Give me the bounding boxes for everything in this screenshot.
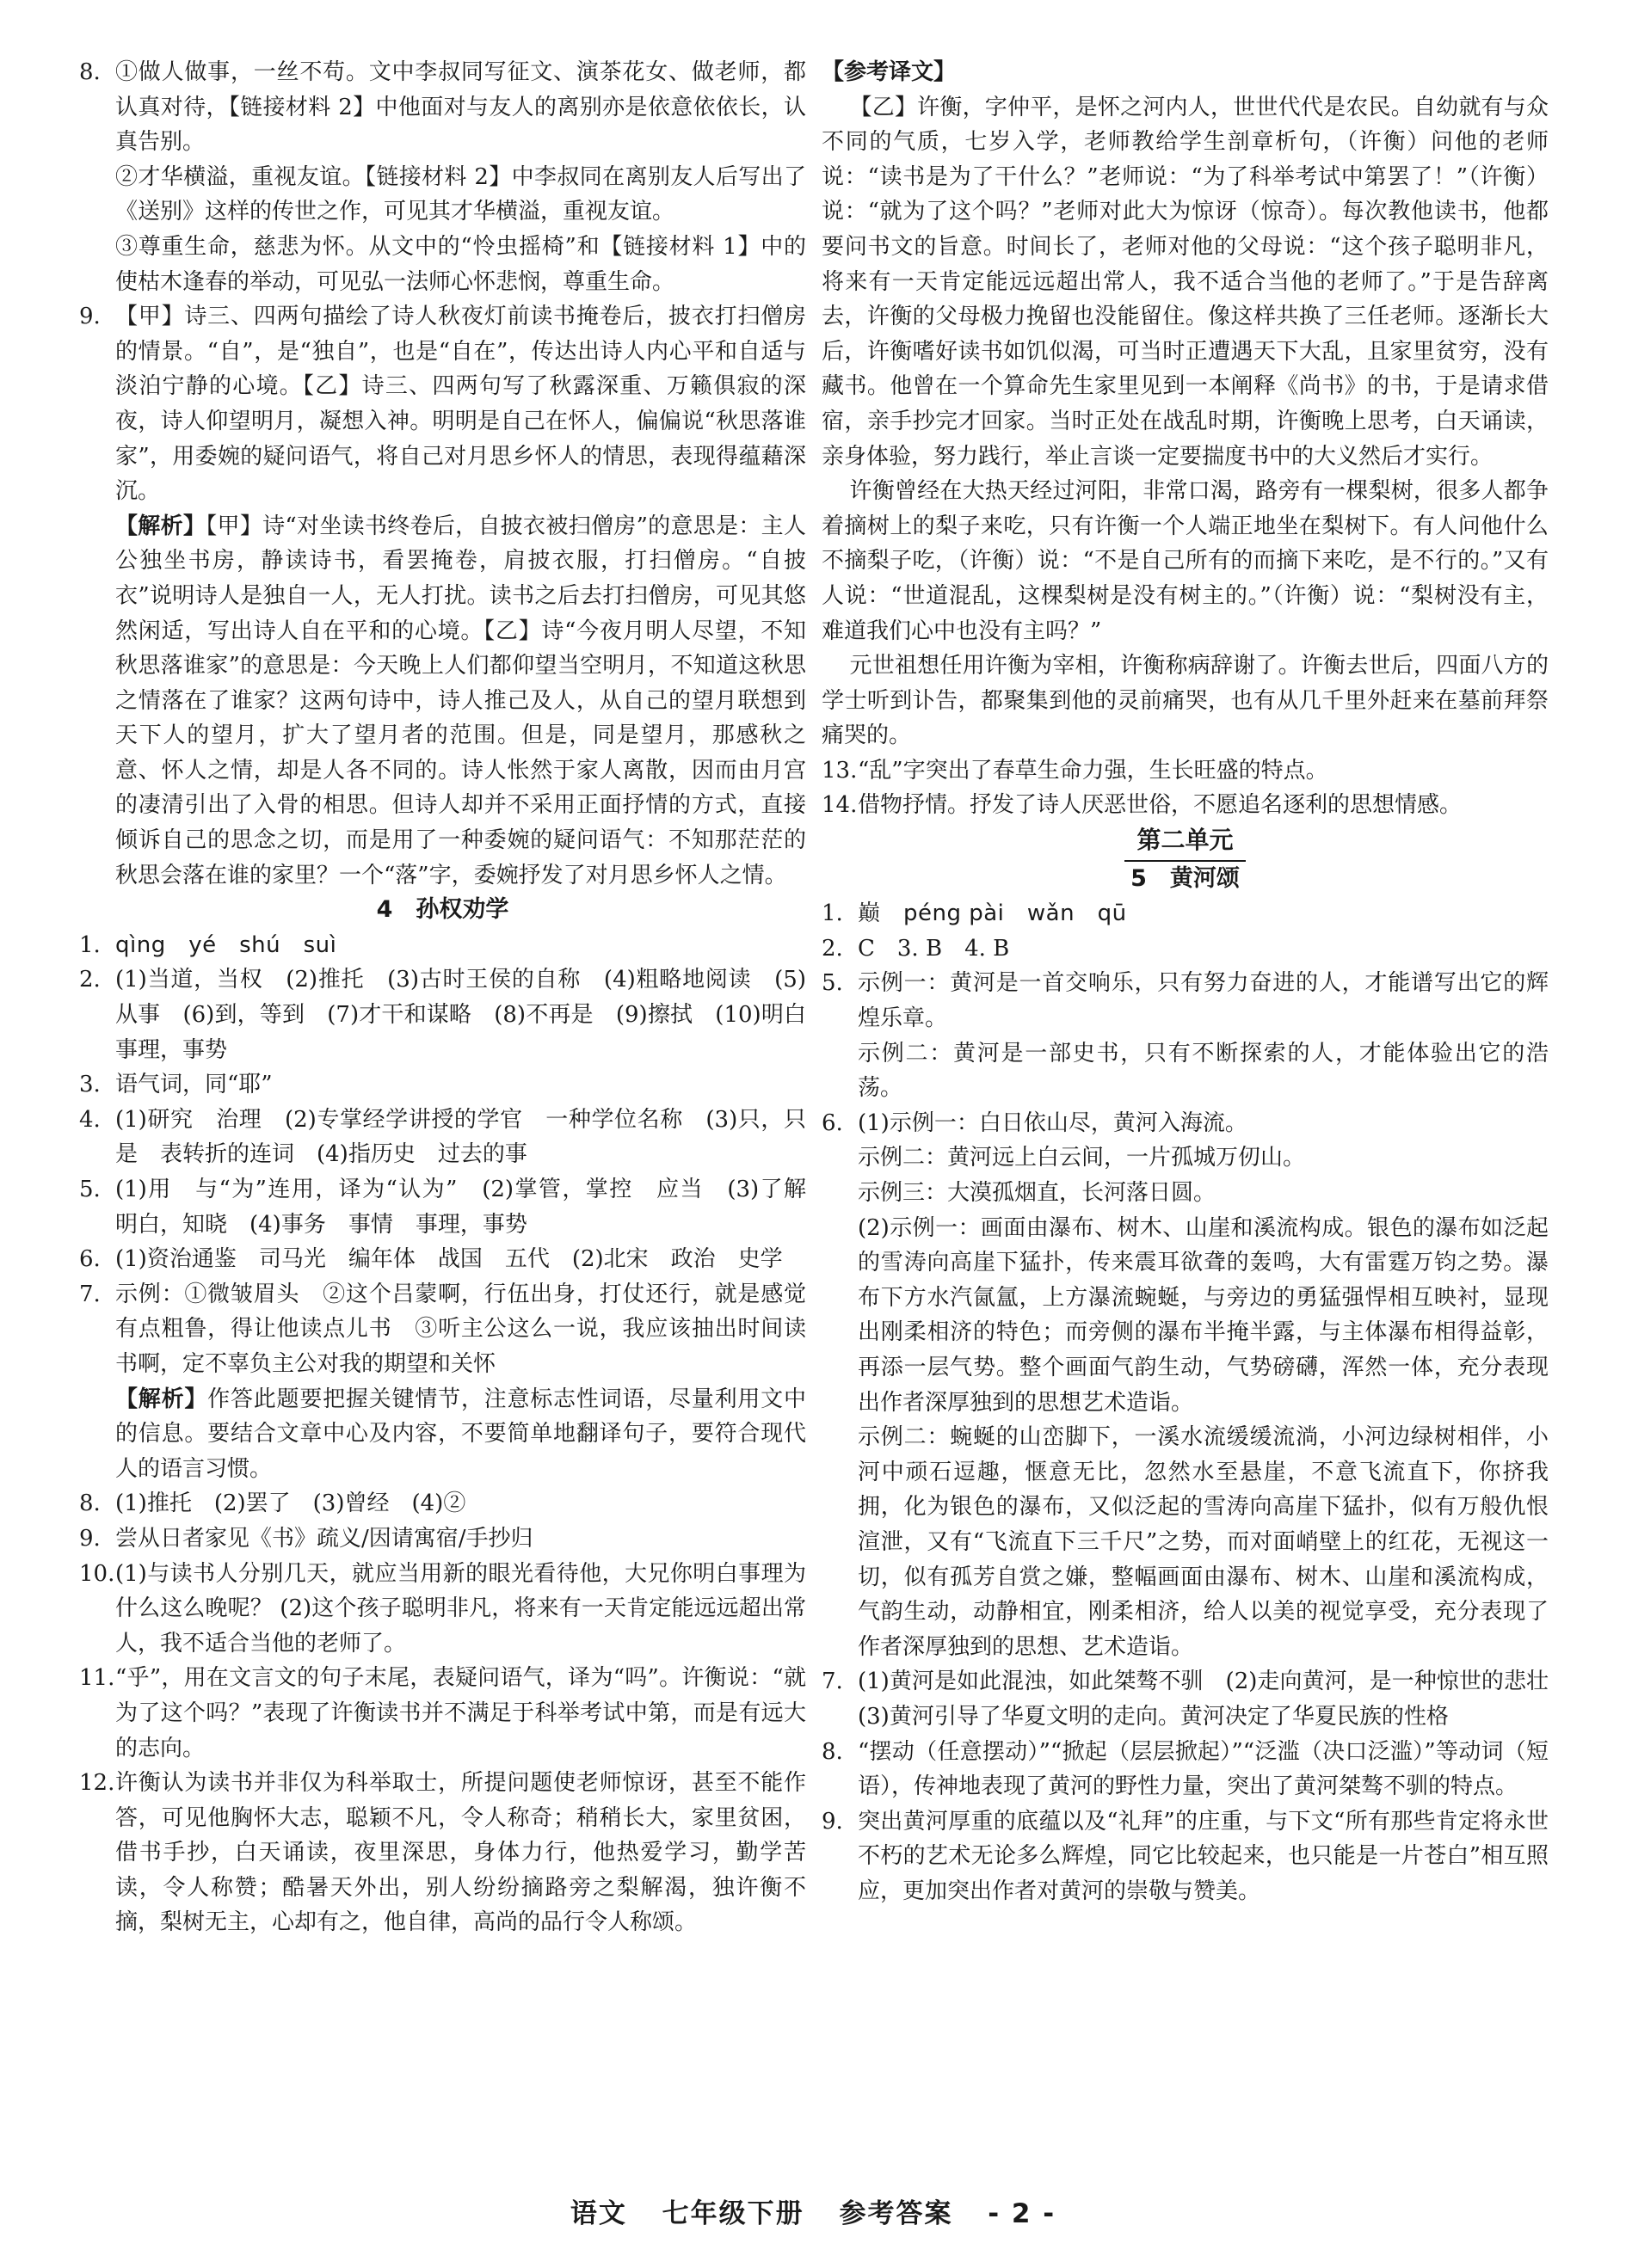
answer-number: 11. bbox=[79, 1665, 115, 1692]
translation-paragraph: 【乙】许衡，字仲平，是怀之河内人，世世代代是农民。自幼就有与众不同的气质，七岁入学，老师教给学生剖章析句，（许衡）问他的老师说：“读书是为了干什么？”老师说：“为了科举考试中第罢了！”（许衡）说：“就为了这个吗？”老师对此大为惊讶（惊奇）。每次教他读书，他都要问书文的旨意。时间长了，老师对他的父母说：“这个孩子聪明非凡，将来有一天肯定能远远超出常人，我不适合当他的老师了。”于是告辞离去，许衡的父母极力挽留也没能留住。像这样共换了三任老师。逐渐长大后，许衡嗜好读书如饥似渴，可当时正遭遇天下大乱，且家里贫穷，没有藏书。他曾在一个算命先生家里见到一本阐释《尚书》的书，于是请求借宿，亲手抄完才回家。当时正处在战乱时期，许衡晚上思考，白天诵读，亲身体验，努力践行，举止言谈一定要揣度书中的大义然后才实行。 bbox=[822, 94, 1549, 470]
answer-text: 【甲】诗三、四两句描绘了诗人秋夜灯前读书掩卷后，披衣打扫僧房的情景。“自”，是“独自”，也是“自在”，传达出诗人内心平和自适与淡泊宁静的心境。【乙】诗三、四两句写了秋露深重、万籁俱寂的深夜，诗人仰望明月，凝想入神。明明是自己在怀人，偏偏说“秋思落谁家”，用委婉的疑问语气，将自己对月思乡怀人的情思，表现得蕴藉深沉。 bbox=[115, 304, 806, 505]
analysis-block bbox=[115, 509, 806, 894]
answer-text: 巅 péng pài wǎn qū bbox=[858, 900, 1127, 927]
answer-item bbox=[822, 896, 1549, 931]
analysis-tag: 【解析】 bbox=[115, 513, 206, 539]
analysis-text: 【甲】诗“对坐读书终卷后，自披衣被扫僧房”的意思是：主人公独坐书房，静读诗书，看罢掩卷，肩披衣服，打扫僧房。“自披衣”说明诗人是独自一人，无人打扰。读书之后去打扫僧房，可见其悠然闲适，写出诗人自在平和的心境。【乙】诗“今夜月明人尽望，不知秋思落谁家”的意思是：今天晚上人们都仰望当空明月，不知道这秋思之情落在了谁家？这两句诗中，诗人推己及人，从自己的望月联想到天下人的望月，扩大了望月者的范围。但是，同是望月，那感秋之意、怀人之情，却是人各不同的。诗人怅然于家人离散，因而由月宫的凄清引出了入骨的相思。但诗人却并不采用正面抒情的方式，直接倾诉自己的思念之切，而是用了一种委婉的疑问语气：不知那茫茫的秋思会落在谁的家里？一个“落”字，委婉抒发了对月思乡怀人之情。 bbox=[115, 513, 806, 888]
answer-number: 6. bbox=[822, 1109, 843, 1136]
answer-text: (1)研究 治理 (2)专掌经学讲授的学官 一种学位名称 (3)只，只是 表转折的连词 (4)指历史 过去的事 bbox=[115, 1106, 806, 1168]
answer-text: C 3. B 4. B bbox=[858, 935, 1010, 962]
answer-text: 示例三：大漠孤烟直，长河落日圆。 bbox=[858, 1180, 1216, 1206]
answer-number: 2. bbox=[79, 967, 101, 993]
answer-number: 8. bbox=[822, 1738, 843, 1765]
answer-text: ①做人做事，一丝不苟。文中李叔同写征文、演茶花女、做老师，都认真对待，【链接材料 2】中他面对与友人的离别亦是依意依依长，认真告别。 bbox=[115, 59, 806, 156]
answer-text: (1)资治通鉴 司马光 编年体 战国 五代 (2)北宋 政治 史学 bbox=[115, 1246, 783, 1273]
answer-text: (1)推托 (2)罢了 (3)曾经 (4)② bbox=[115, 1490, 466, 1517]
answer-text: (1)黄河是如此混浊，如此桀骜不驯 (2)走向黄河，是一种惊世的悲壮 (3)黄河引导了华夏文明的走向。黄河决定了华夏民族的性格 bbox=[858, 1669, 1572, 1730]
answer-item bbox=[79, 1242, 806, 1277]
analysis-text: 作答此题要把握关键情节，注意标志性词语，尽量利用文中的信息。要结合文章中心及内容，不要简单地翻译句子，要符合现代人的语言习惯。 bbox=[115, 1386, 806, 1482]
answer-item bbox=[79, 1067, 806, 1103]
unit-title-text: 第二单元 bbox=[1124, 823, 1245, 862]
footer-label: 参考答案 bbox=[839, 2198, 953, 2229]
translation-paragraph: 元世祖想任用许衡为宰相，许衡称病辞谢了。许衡去世后，四面八方的学士听到讣告，都聚集到他的灵前痛哭，也有从几千里外赶来在墓前拜祭痛哭的。 bbox=[822, 653, 1549, 749]
answer-item bbox=[822, 788, 1549, 823]
answer-text: “乱”字突出了春草生命力强，生长旺盛的特点。 bbox=[858, 757, 1328, 784]
answer-number: 13. bbox=[822, 757, 858, 784]
answer-number: 9. bbox=[79, 304, 101, 330]
answer-text: 示例一：黄河是一首交响乐，只有努力奋进的人，才能谱写出它的辉煌乐章。 bbox=[858, 970, 1549, 1032]
answer-text: (1)当道，当权 (2)推托 (3)古时王侯的自称 (4)粗略地阅读 (5)从事 (6)到，等到 (7)才干和谋略 (8)不再是 (9)擦拭 (10)明白事理，事势 bbox=[115, 967, 806, 1063]
answer-text: (1)示例一：白日依山尽，黄河入海流。 bbox=[858, 1109, 1247, 1136]
page-footer bbox=[0, 2191, 1626, 2230]
answer-7 bbox=[79, 1277, 806, 1487]
answer-6 bbox=[822, 1106, 1549, 1665]
answer-number: 14. bbox=[822, 792, 858, 819]
answer-text: 示例二：蜿蜒的山峦脚下，一溪水流缓缓流淌，小河边绿树相伴，小河中顽石逗趣，惬意无比，忽然水至悬崖，不意飞流直下，你挤我拥，化为银色的瀑布，又似泛起的雪涛向高崖下猛扑，似有万般仇恨渲泄，又有“飞流直下三千尺”之势，而对面峭壁上的红花，无视这一切，似有孤芳自赏之嫌，整幅画面由瀑布、树木、山崖和溪流构成，气韵生动，动静相宜，刚柔相济，给人以美的视觉享受，充分表现了作者深厚独到的思想、艺术造诣。 bbox=[858, 1424, 1549, 1660]
answer-text: “乎”，用在文言文的句子末尾，表疑问语气，译为“吗”。许衡说：“就为了这个吗？”表现了许衡读书并不满足于科举考试中第，而是有远大的志向。 bbox=[115, 1665, 806, 1761]
answer-item bbox=[79, 1766, 806, 1940]
footer-subject: 语文 bbox=[570, 2198, 627, 2229]
answer-text: (2)示例一：画面由瀑布、树木、山崖和溪流构成。银色的瀑布如泛起的雪涛向高崖下猛扑，传来震耳欲聋的轰鸣，大有雷霆万钧之势。瀑布下方水汽氤氲，上方瀑流蜿蜒，与旁边的勇猛强悍相互映衬，显现出刚柔相济的特色；而旁侧的瀑布半掩半露，与主体瀑布相得益彰，再添一层气势。整个画面气韵生动，气势磅礴，浑然一体，充分表现出作者深厚独到的思想艺术造诣。 bbox=[858, 1214, 1549, 1416]
answer-number: 7. bbox=[822, 1669, 843, 1695]
answer-text: 示例二：黄河远上白云间，一片孤城万仞山。 bbox=[858, 1145, 1306, 1171]
answer-number: 2. bbox=[822, 935, 843, 962]
answer-number: 6. bbox=[79, 1246, 101, 1273]
answer-number: 9. bbox=[822, 1808, 843, 1835]
answer-number: 5. bbox=[79, 1177, 101, 1202]
lesson-5-title: 5 黄河颂 bbox=[1130, 864, 1240, 892]
answer-text: 借物抒情。抒发了诗人厌恶世俗，不愿追名逐利的思想情感。 bbox=[858, 792, 1463, 819]
answer-item bbox=[79, 1103, 806, 1172]
answer-item bbox=[79, 1557, 806, 1662]
answer-text: qìng yé shú suì bbox=[115, 931, 337, 958]
answer-item bbox=[822, 1804, 1549, 1909]
answer-text: (1)用 与“为”连用，译为“认为” (2)掌管，掌控 应当 (3)了解 明白，知晓 (4)事务 事情 事理，事势 bbox=[115, 1177, 829, 1238]
answer-item bbox=[822, 753, 1549, 789]
answer-text: ②才华横溢，重视友谊。【链接材料 2】中李叔同在离别友人后写出了《送别》这样的传世之作，可见其才华横溢，重视友谊。 bbox=[115, 163, 806, 225]
answer-text: ③尊重生命，慈悲为怀。从文中的“怜虫摇椅”和【链接材料 1】中的使枯木逢春的举动，可见弘一法师心怀悲悯，尊重生命。 bbox=[115, 233, 806, 295]
answer-item bbox=[79, 1521, 806, 1557]
answer-number: 3. bbox=[79, 1072, 101, 1098]
translation-paragraph: 许衡曾经在大热天经过河阳，非常口渴，路旁有一棵梨树，很多人都争着摘树上的梨子来吃，只有许衡一个人端正地坐在梨树下。有人问他什么不摘梨子吃，（许衡）说：“不是自己所有的而摘下来吃，是不行的。”又有人说：“世道混乱，这棵梨树是没有树主的。”（许衡）说：“梨树没有主，难道我们心中也没有主吗？” bbox=[822, 478, 1549, 644]
left-column bbox=[79, 55, 829, 1940]
answer-number: 9. bbox=[79, 1525, 101, 1552]
answer-item bbox=[822, 1735, 1549, 1804]
unit-title bbox=[822, 823, 1549, 862]
answer-number: 7. bbox=[79, 1281, 101, 1307]
analysis-block bbox=[115, 1382, 806, 1487]
answer-item bbox=[822, 931, 1549, 967]
answer-8 bbox=[79, 55, 806, 299]
answer-text: “摆动（任意摆动）”“掀起（层层掀起）”“泛滥（决口泛滥）”等动词（短语），传神地表现了黄河的野性力量，突出了黄河桀骜不驯的特点。 bbox=[858, 1738, 1549, 1800]
footer-grade: 七年级下册 bbox=[662, 2198, 804, 2229]
answer-text: (1)与读书人分别几天，就应当用新的眼光看待他，大兄你明白事理为什么这么晚呢？ (2)这个孩子聪明非凡，将来有一天肯定能远远超出常人，我不适合当他的老师了。 bbox=[115, 1560, 806, 1656]
answer-item bbox=[79, 1486, 806, 1521]
answer-text: 突出黄河厚重的底蕴以及“礼拜”的庄重，与下文“所有那些肯定将永世不朽的艺术无论多么辉煌，同它比较起来，也只能是一片苍白”相互照应，更加突出作者对黄河的崇敬与赞美。 bbox=[858, 1808, 1549, 1904]
answer-number: 5. bbox=[822, 970, 843, 997]
answer-text: 语气词，同“耶” bbox=[115, 1072, 273, 1098]
answer-number: 1. bbox=[79, 931, 101, 958]
reference-translation-title: 【参考译文】 bbox=[822, 59, 957, 85]
answer-item bbox=[79, 1172, 829, 1242]
answer-5 bbox=[822, 966, 1549, 1105]
answer-number: 8. bbox=[79, 1490, 101, 1517]
answer-item bbox=[79, 962, 806, 1067]
answer-text: 许衡认为读书并非仅为科举取士，所提问题使老师惊讶，甚至不能作答，可见他胸怀大志，聪颖不凡，令人称奇；稍稍长大，家里贫困，借书手抄，白天诵读，夜里深思，身体力行，他热爱学习，勤学苦读，令人称赞；酷暑天外出，别人纷纷摘路旁之梨解渴，独许衡不摘，梨树无主，心却有之，他自律，高尚的品行令人称颂。 bbox=[115, 1770, 806, 1936]
answer-9 bbox=[79, 299, 806, 893]
answer-number: 12. bbox=[79, 1770, 115, 1797]
answer-text: 示例：①微皱眉头 ②这个吕蒙啊，行伍出身，打仗还行，就是感觉有点粗鲁，得让他读点儿书 ③听主公这么一说，我应该抽出时间读书啊，定不辜负主公对我的期望和关怀 bbox=[115, 1281, 806, 1377]
answer-number: 10. bbox=[79, 1560, 115, 1587]
answer-item bbox=[822, 1664, 1572, 1734]
lesson-4-title: 4 孙权劝学 bbox=[376, 896, 509, 924]
answer-number: 1. bbox=[822, 900, 843, 927]
answer-number: 8. bbox=[79, 59, 101, 85]
answer-item bbox=[79, 1661, 806, 1766]
answer-text: 示例二：黄河是一部史书，只有不断探索的人，才能体验出它的浩荡。 bbox=[858, 1040, 1549, 1102]
analysis-tag: 【解析】 bbox=[115, 1386, 208, 1412]
answer-number: 4. bbox=[79, 1106, 101, 1133]
page-number: - 2 - bbox=[988, 2198, 1056, 2229]
answer-text: 尝从日者家见《书》疏义/因请寓宿/手抄归 bbox=[115, 1525, 533, 1552]
answer-item bbox=[79, 928, 806, 963]
right-column bbox=[822, 55, 1572, 1908]
